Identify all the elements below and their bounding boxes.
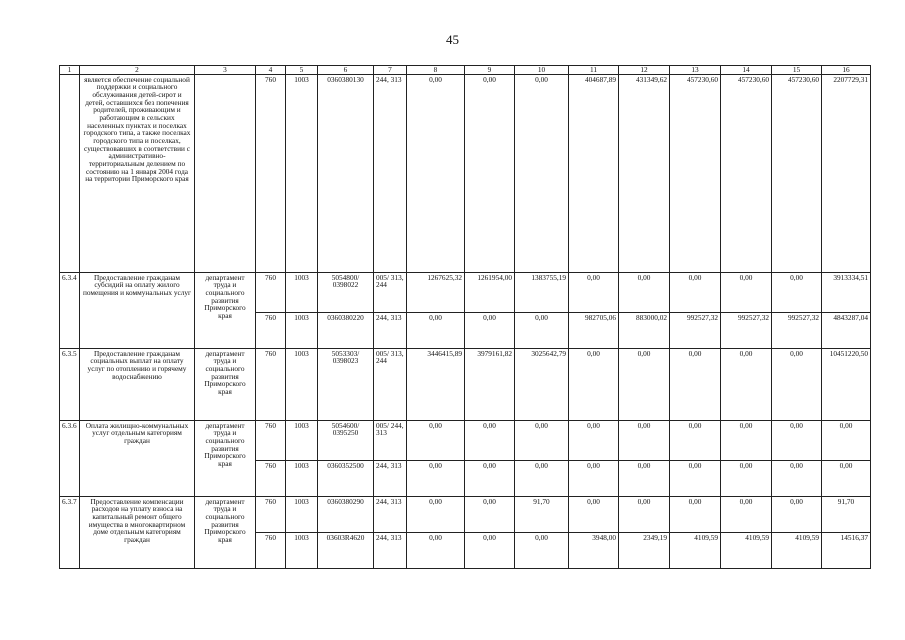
cell-c5: 1003 — [286, 496, 318, 532]
col-header: 1 — [60, 66, 80, 75]
cell-c10: 3025642,79 — [515, 348, 569, 420]
cell-c7: 005/ 313, 244 — [374, 272, 407, 312]
col-header: 5 — [286, 66, 318, 75]
cell-c5: 1003 — [286, 460, 318, 496]
cell-c11: 404687,89 — [569, 74, 619, 272]
cell-c8: 0,00 — [407, 460, 465, 496]
cell-c5: 1003 — [286, 74, 318, 272]
item-number: 6.3.7 — [60, 496, 80, 568]
cell-c5: 1003 — [286, 272, 318, 312]
cell-c11: 3948,00 — [569, 532, 619, 568]
cell-c7: 244, 313 — [374, 74, 407, 272]
cell-c7: 244, 313 — [374, 496, 407, 532]
table-row — [60, 496, 871, 532]
cell-c9: 1261954,00 — [465, 272, 515, 312]
cell-c16: 2207729,31 — [822, 74, 871, 272]
cell-c11: 0,00 — [569, 460, 619, 496]
item-description: является обеспечение социальной поддержки и социального обслуживания детей-сирот и детей, оставшихся без попечения родителей, проживающим и работающим в сельских населенных пунктах и поселках городского типа, а также поселках городского типа и поселках, существовавших в соответствии с административно-территориальным делением по состоянию на 1 января 2004 года на территории Приморского края — [80, 74, 195, 272]
cell-c15: 4109,59 — [772, 532, 822, 568]
item-executor: департамент труда и социального развития Приморского края — [195, 272, 256, 348]
item-number — [60, 74, 80, 272]
cell-c5: 1003 — [286, 312, 318, 348]
cell-c9: 3979161,82 — [465, 348, 515, 420]
budget-table — [59, 65, 871, 569]
cell-c9: 0,00 — [465, 496, 515, 532]
cell-c4: 760 — [256, 420, 286, 460]
item-description: Оплата жилищно-коммунальных услуг отдельным категориям граждан — [80, 420, 195, 496]
table-row — [60, 348, 871, 420]
cell-c10: 0,00 — [515, 532, 569, 568]
cell-c15: 0,00 — [772, 272, 822, 312]
item-executor: департамент труда и социального развития Приморского края — [195, 348, 256, 420]
cell-c10: 1383755,19 — [515, 272, 569, 312]
cell-c14: 0,00 — [721, 420, 772, 460]
cell-c13: 457230,60 — [670, 74, 721, 272]
item-number: 6.3.5 — [60, 348, 80, 420]
cell-c5: 1003 — [286, 348, 318, 420]
col-header: 4 — [256, 66, 286, 75]
cell-c13: 0,00 — [670, 496, 721, 532]
cell-c13: 4109,59 — [670, 532, 721, 568]
cell-c4: 760 — [256, 272, 286, 312]
cell-c6: 0360380130 — [318, 74, 374, 272]
table-row — [60, 74, 871, 272]
cell-c7: 005/ 244, 313 — [374, 420, 407, 460]
cell-c13: 0,00 — [670, 348, 721, 420]
cell-c11: 0,00 — [569, 496, 619, 532]
cell-c9: 0,00 — [465, 74, 515, 272]
cell-c14: 992527,32 — [721, 312, 772, 348]
cell-c16: 91,70 — [822, 496, 871, 532]
cell-c5: 1003 — [286, 532, 318, 568]
column-number-row — [60, 66, 871, 75]
cell-c8: 3446415,89 — [407, 348, 465, 420]
cell-c15: 0,00 — [772, 348, 822, 420]
cell-c7: 244, 313 — [374, 312, 407, 348]
item-description: Предоставление гражданам социальных выплат на оплату услуг по отоплению и горячему водоснабжению — [80, 348, 195, 420]
cell-c8: 1267625,32 — [407, 272, 465, 312]
col-header: 6 — [318, 66, 374, 75]
col-header: 8 — [407, 66, 465, 75]
cell-c12: 431349,62 — [619, 74, 670, 272]
col-header: 10 — [515, 66, 569, 75]
cell-c9: 0,00 — [465, 460, 515, 496]
table-row — [60, 420, 871, 460]
col-header: 7 — [374, 66, 407, 75]
cell-c12: 0,00 — [619, 272, 670, 312]
item-description: Предоставление компенсации расходов на уплату взноса на капитальный ремонт общего имущества в многоквартирном доме отдельным категориям граждан — [80, 496, 195, 568]
cell-c13: 992527,32 — [670, 312, 721, 348]
cell-c15: 0,00 — [772, 496, 822, 532]
col-header: 9 — [465, 66, 515, 75]
cell-c8: 0,00 — [407, 312, 465, 348]
cell-c7: 244, 313 — [374, 532, 407, 568]
cell-c14: 0,00 — [721, 272, 772, 312]
cell-c12: 2349,19 — [619, 532, 670, 568]
cell-c8: 0,00 — [407, 532, 465, 568]
cell-c4: 760 — [256, 532, 286, 568]
cell-c6: 0360352500 — [318, 460, 374, 496]
cell-c9: 0,00 — [465, 532, 515, 568]
cell-c10: 91,70 — [515, 496, 569, 532]
cell-c4: 760 — [256, 460, 286, 496]
col-header: 11 — [569, 66, 619, 75]
cell-c10: 0,00 — [515, 312, 569, 348]
item-executor — [195, 74, 256, 272]
cell-c10: 0,00 — [515, 420, 569, 460]
cell-c7: 005/ 313, 244 — [374, 348, 407, 420]
cell-c9: 0,00 — [465, 312, 515, 348]
cell-c16: 0,00 — [822, 420, 871, 460]
cell-c6: 03603R4620 — [318, 532, 374, 568]
cell-c14: 457230,60 — [721, 74, 772, 272]
cell-c13: 0,00 — [670, 272, 721, 312]
cell-c10: 0,00 — [515, 74, 569, 272]
cell-c16: 4843287,04 — [822, 312, 871, 348]
cell-c6: 0360380290 — [318, 496, 374, 532]
cell-c8: 0,00 — [407, 420, 465, 460]
cell-c16: 3913334,51 — [822, 272, 871, 312]
item-executor: департамент труда и социального развития Приморского края — [195, 496, 256, 568]
col-header: 13 — [670, 66, 721, 75]
cell-c4: 760 — [256, 348, 286, 420]
cell-c4: 760 — [256, 74, 286, 272]
cell-c11: 982705,06 — [569, 312, 619, 348]
cell-c7: 244, 313 — [374, 460, 407, 496]
cell-c6: 5054600/ 0395250 — [318, 420, 374, 460]
cell-c5: 1003 — [286, 420, 318, 460]
cell-c13: 0,00 — [670, 460, 721, 496]
cell-c15: 457230,60 — [772, 74, 822, 272]
item-executor: департамент труда и социального развития Приморского края — [195, 420, 256, 496]
col-header: 12 — [619, 66, 670, 75]
cell-c6: 0360380220 — [318, 312, 374, 348]
col-header: 15 — [772, 66, 822, 75]
cell-c14: 0,00 — [721, 496, 772, 532]
cell-c12: 0,00 — [619, 460, 670, 496]
cell-c4: 760 — [256, 312, 286, 348]
cell-c11: 0,00 — [569, 420, 619, 460]
table-row — [60, 272, 871, 312]
col-header: 2 — [80, 66, 195, 75]
item-number: 6.3.4 — [60, 272, 80, 348]
cell-c16: 0,00 — [822, 460, 871, 496]
cell-c12: 0,00 — [619, 420, 670, 460]
page-number: 45 — [446, 32, 459, 47]
cell-c6: 5053303/ 0398023 — [318, 348, 374, 420]
col-header: 14 — [721, 66, 772, 75]
cell-c8: 0,00 — [407, 74, 465, 272]
cell-c15: 0,00 — [772, 460, 822, 496]
cell-c14: 4109,59 — [721, 532, 772, 568]
cell-c12: 0,00 — [619, 496, 670, 532]
cell-c9: 0,00 — [465, 420, 515, 460]
cell-c4: 760 — [256, 496, 286, 532]
cell-c15: 992527,32 — [772, 312, 822, 348]
cell-c16: 10451220,50 — [822, 348, 871, 420]
cell-c15: 0,00 — [772, 420, 822, 460]
cell-c8: 0,00 — [407, 496, 465, 532]
cell-c12: 883000,02 — [619, 312, 670, 348]
cell-c13: 0,00 — [670, 420, 721, 460]
col-header: 3 — [195, 66, 256, 75]
cell-c16: 14516,37 — [822, 532, 871, 568]
col-header: 16 — [822, 66, 871, 75]
cell-c10: 0,00 — [515, 460, 569, 496]
cell-c6: 5054800/ 0398022 — [318, 272, 374, 312]
cell-c11: 0,00 — [569, 348, 619, 420]
item-description: Предоставление гражданам субсидий на оплату жилого помещения и коммунальных услуг — [80, 272, 195, 348]
cell-c11: 0,00 — [569, 272, 619, 312]
cell-c14: 0,00 — [721, 348, 772, 420]
item-number: 6.3.6 — [60, 420, 80, 496]
cell-c12: 0,00 — [619, 348, 670, 420]
cell-c14: 0,00 — [721, 460, 772, 496]
